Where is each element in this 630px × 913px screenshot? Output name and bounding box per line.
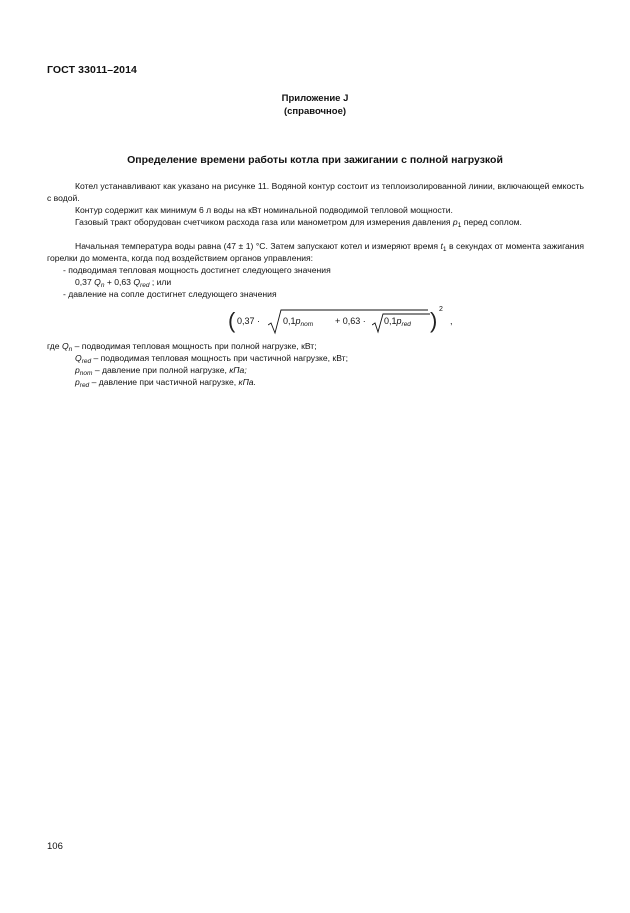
formula-plus-coef: + 0,63 ·	[335, 316, 366, 326]
formula-inner-b: $0,1p_{red}$	[384, 316, 411, 328]
paragraph-1: Котел устанавливают как указано на рисунке 11. Водяной контур состоит из теплоизолированной линии, включающей емкость с водой.	[47, 181, 584, 203]
close-paren: )	[430, 308, 438, 333]
formula-exponent: 2	[439, 306, 443, 313]
open-paren: (	[228, 308, 236, 333]
where-line-qn: где $Q_n$ – подводимая тепловая мощность при полной нагрузке, кВт;	[47, 341, 317, 353]
section-title: Определение времени работы котла при зажигании с полной нагрузкой	[127, 154, 503, 166]
list-item-pressure: - давление на сопле достигнет следующего значения	[63, 289, 277, 299]
annex-type: (справочное)	[283, 106, 347, 117]
power-expression: 0,37 $Q_n + 0,63$ $Q_{red}$ ; или	[75, 277, 172, 289]
where-line-pnom: $p_{nom}$ – давление при полной нагрузке, кПа;	[75, 365, 247, 377]
page-number: 106	[47, 841, 63, 852]
annex-title: Приложение J	[281, 93, 349, 104]
paragraph-4: Начальная температура воды равна (47 ± 1) °С. Затем запускают котел и измеряют время $t_1$ в секундах от момента зажигания горелки до момента, когда под воздействием органов управления:	[47, 241, 584, 263]
formula-comma: ,	[450, 316, 453, 326]
where-line-qred: $Q_{red}$ – подводимая тепловая мощность при частичной нагрузке, кВт;	[75, 353, 348, 365]
formula-coef-1: 0,37 ·	[237, 316, 261, 326]
paragraph-2: Контур содержит как минимум 6 л воды на кВт номинальной подводимой тепловой мощности.	[75, 205, 453, 215]
formula-inner-a: $0,1p_{nom}$	[283, 316, 314, 328]
paragraph-3: Газовый тракт оборудован счетчиком расхода газа или манометром для измерения давления $p_1$ перед соплом.	[75, 217, 522, 229]
document-header: ГОСТ 33011–2014	[47, 64, 137, 76]
list-item-power: - подводимая тепловая мощность достигнет следующего значения	[63, 265, 331, 275]
where-line-pred: $p_{red}$ – давление при частичной нагрузке, кПа.	[75, 377, 256, 389]
